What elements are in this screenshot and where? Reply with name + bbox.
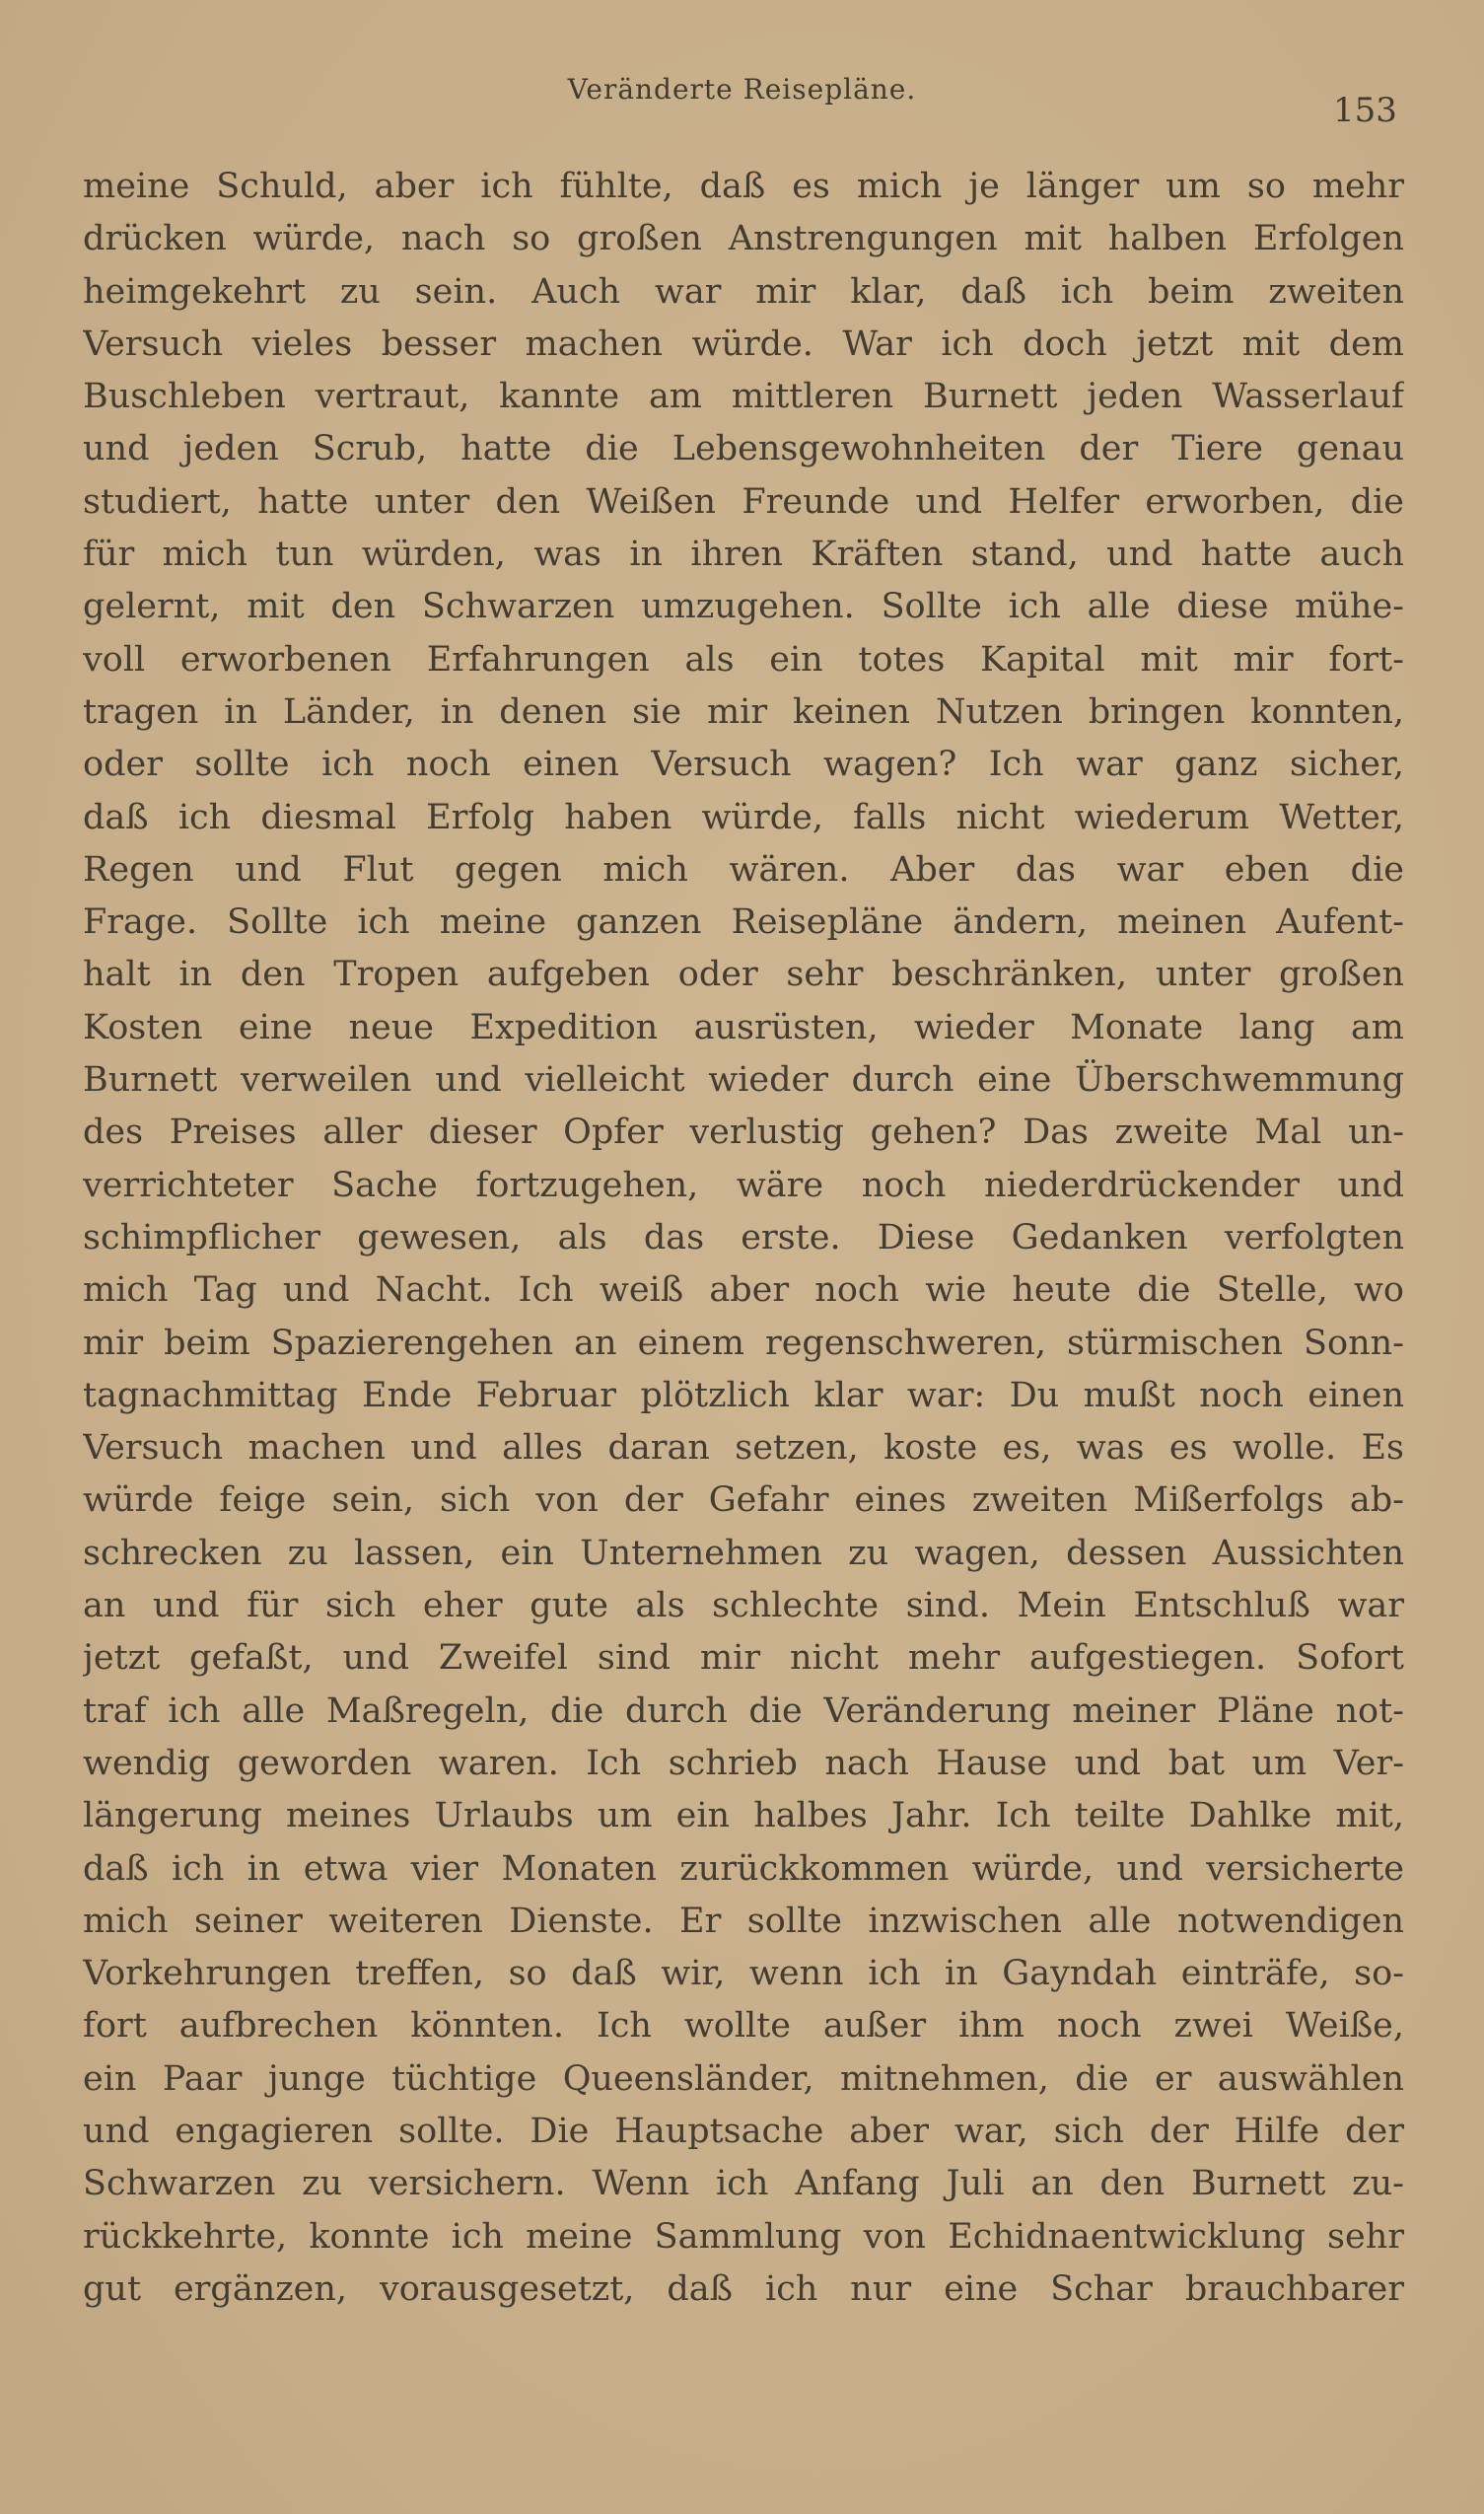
text-line: wendig geworden waren. Ich schrieb nach Hause und bat um Ver- xyxy=(83,1743,1404,1783)
text-line: und jeden Scrub, hatte die Lebensgewohnheiten der Tiere genau xyxy=(83,429,1404,469)
text-line: drücken würde, nach so großen Anstrengungen mit halben Erfolgen xyxy=(83,219,1404,259)
text-line: mir beim Spazierengehen an einem regenschweren, stürmischen Sonn- xyxy=(83,1323,1404,1363)
text-line: jetzt gefaßt, und Zweifel sind mir nicht mehr aufgestiegen. Sofort xyxy=(83,1638,1404,1679)
text-line: würde feige sein, sich von der Gefahr eines zweiten Mißerfolgs ab- xyxy=(83,1480,1404,1521)
text-line: an und für sich eher gute als schlechte sind. Mein Entschluß war xyxy=(83,1586,1404,1626)
text-line: oder sollte ich noch einen Versuch wagen? Ich war ganz sicher, xyxy=(83,745,1404,785)
running-head: Veränderte Reisepläne. xyxy=(567,73,917,106)
text-line: Schwarzen zu versichern. Wenn ich Anfang Juli an den Burnett zu- xyxy=(83,2164,1404,2204)
text-line: schrecken zu lassen, ein Unternehmen zu wagen, dessen Aussichten xyxy=(83,1533,1404,1573)
text-line: Versuch vieles besser machen würde. War ich doch jetzt mit dem xyxy=(83,323,1404,364)
text-line: rückkehrte, konnte ich meine Sammlung von Echidnaentwicklung sehr xyxy=(83,2216,1404,2257)
text-line: ein Paar junge tüchtige Queensländer, mitnehmen, die er auswählen xyxy=(83,2058,1404,2099)
text-line: und engagieren sollte. Die Hauptsache aber war, sich der Hilfe der xyxy=(83,2111,1404,2151)
text-line: heimgekehrt zu sein. Auch war mir klar, daß ich beim zweiten xyxy=(83,271,1404,312)
text-line: halt in den Tropen aufgeben oder sehr beschränken, unter großen xyxy=(83,955,1404,995)
body-text xyxy=(83,161,1404,2316)
text-line: Regen und Flut gegen mich wären. Aber das war eben die xyxy=(83,849,1404,890)
text-line: Burnett verweilen und vielleicht wieder durch eine Überschwemmung xyxy=(83,1060,1404,1101)
text-line: tragen in Länder, in denen sie mir keinen Nutzen bringen konnten, xyxy=(83,691,1404,732)
text-line: meine Schuld, aber ich fühlte, daß es mich je länger um so mehr xyxy=(83,167,1404,206)
text-line: studiert, hatte unter den Weißen Freunde und Helfer erworben, die xyxy=(83,481,1404,522)
text-line: verrichteter Sache fortzugehen, wäre noch niederdrückender und xyxy=(83,1165,1404,1205)
text-line: Versuch machen und alles daran setzen, koste es, was es wolle. Es xyxy=(83,1428,1404,1469)
text-line: schimpflicher gewesen, als das erste. Diese Gedanken verfolgten xyxy=(83,1217,1404,1257)
text-line: voll erworbenen Erfahrungen als ein totes Kapital mit mir fort- xyxy=(83,639,1404,680)
text-line: Kosten eine neue Expedition ausrüsten, wieder Monate lang am xyxy=(83,1007,1404,1047)
page-number: 153 xyxy=(1333,91,1397,130)
text-line: Buschleben vertraut, kannte am mittleren Burnett jeden Wasserlauf xyxy=(83,377,1404,417)
text-line: des Preises aller dieser Opfer verlustig gehen? Das zweite Mal un- xyxy=(83,1113,1404,1153)
text-line: tagnachmittag Ende Februar plötzlich klar war: Du mußt noch einen xyxy=(83,1375,1404,1415)
text-line: Vorkehrungen treffen, so daß wir, wenn ich in Gayndah einträfe, so- xyxy=(83,1954,1404,1994)
text-line: Frage. Sollte ich meine ganzen Reisepläne ändern, meinen Aufent- xyxy=(83,902,1404,943)
text-line: mich seiner weiteren Dienste. Er sollte inzwischen alle notwendigen xyxy=(83,1901,1404,1941)
text-line: daß ich diesmal Erfolg haben würde, falls nicht wiederum Wetter, xyxy=(83,797,1404,837)
text-line: längerung meines Urlaubs um ein halbes Jahr. Ich teilte Dahlke mit, xyxy=(83,1796,1404,1836)
text-line: für mich tun würden, was in ihren Kräften stand, und hatte auch xyxy=(83,535,1404,575)
text-line: gelernt, mit den Schwarzen umzugehen. Sollte ich alle diese mühe- xyxy=(83,587,1404,627)
text-line: traf ich alle Maßregeln, die durch die Veränderung meiner Pläne not- xyxy=(83,1690,1404,1731)
text-line: gut ergänzen, vorausgesetzt, daß ich nur eine Schar brauchbarer xyxy=(83,2268,1404,2309)
text-line: daß ich in etwa vier Monaten zurückkommen würde, und versicherte xyxy=(83,1848,1404,1889)
text-line: mich Tag und Nacht. Ich weiß aber noch wie heute die Stelle, wo xyxy=(83,1270,1404,1311)
text-line: fort aufbrechen könnten. Ich wollte außer ihm noch zwei Weiße, xyxy=(83,2006,1404,2047)
